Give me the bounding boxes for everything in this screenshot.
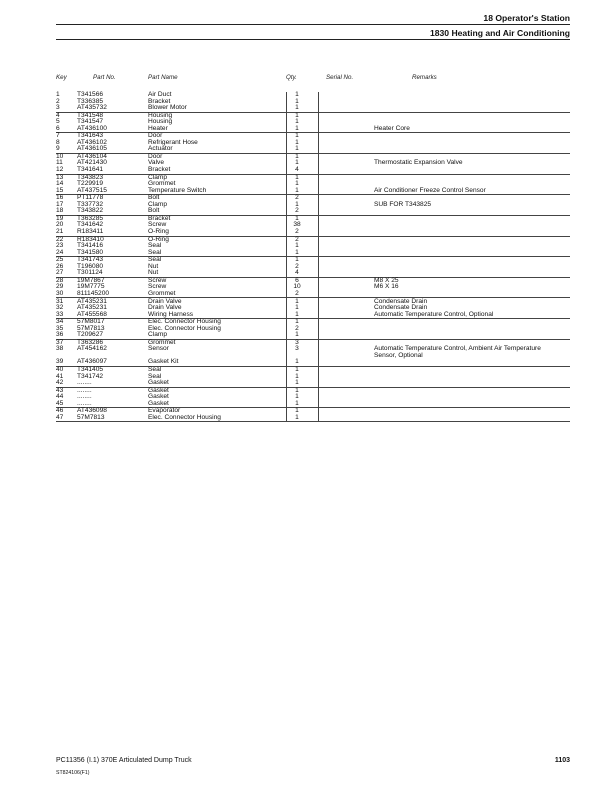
part-number-cell: T341548 — [77, 111, 104, 119]
part-name-cell: Gasket — [148, 393, 169, 401]
column-header-part-no: Part No. — [93, 74, 116, 81]
part-name-cell: Clamp — [148, 173, 168, 181]
part-name-cell: Heater — [148, 124, 168, 132]
key-cell: 5 — [56, 118, 60, 126]
part-number-cell: AT436104 — [77, 152, 107, 160]
part-name-cell: Door — [148, 132, 163, 140]
key-cell: 16 — [56, 194, 64, 202]
qty-cell: 1 — [295, 386, 299, 394]
key-cell: 32 — [56, 304, 64, 312]
part-number-cell: ........ — [77, 399, 92, 407]
qty-cell: 10 — [293, 283, 301, 291]
table-row — [56, 229, 570, 236]
part-name-cell: Seal — [148, 366, 162, 373]
part-number-cell: ........ — [77, 393, 92, 401]
remarks-cell: M6 X 16 — [374, 283, 399, 291]
part-number-cell: AT435732 — [77, 104, 107, 112]
header-divider — [56, 24, 570, 25]
part-number-cell: AT436098 — [77, 407, 107, 415]
part-number-cell: AT421430 — [77, 159, 107, 167]
column-header-part-name: Part Name — [148, 74, 178, 81]
qty-cell: 1 — [295, 124, 299, 132]
subsection-title: 1830 Heating and Air Conditioning — [429, 28, 570, 38]
table-row — [56, 146, 570, 153]
part-name-cell: Gasket — [148, 399, 169, 407]
part-name-cell: Door — [148, 152, 163, 160]
part-number-cell: AT436102 — [77, 138, 107, 146]
table-row-group — [56, 92, 570, 113]
column-header-remarks: Remarks — [412, 74, 437, 81]
part-name-cell: Bracket — [148, 166, 171, 174]
table-row-group — [56, 154, 570, 175]
qty-cell: 1 — [295, 331, 299, 339]
part-number-cell: T341641 — [77, 166, 104, 174]
qty-cell: 1 — [295, 248, 299, 256]
part-name-cell: Elec. Connector Housing — [148, 413, 221, 421]
part-name-cell: Air Duct — [148, 91, 172, 98]
key-cell: 44 — [56, 393, 64, 401]
part-name-cell: Gasket Kit — [148, 358, 179, 366]
part-number-cell: AT455568 — [77, 310, 107, 318]
key-cell: 43 — [56, 386, 64, 394]
key-cell: 10 — [56, 152, 64, 160]
part-name-cell: Nut — [148, 269, 159, 277]
part-name-cell: Elec. Connector Housing — [148, 324, 221, 332]
part-name-cell: Seal — [148, 242, 162, 250]
qty-cell: 2 — [295, 324, 299, 332]
part-number-cell: ........ — [77, 386, 92, 394]
part-number-cell: T341580 — [77, 248, 104, 256]
key-cell: 40 — [56, 366, 64, 373]
key-cell: 22 — [56, 235, 64, 243]
key-cell: 31 — [56, 297, 64, 305]
qty-cell: 1 — [295, 318, 299, 326]
key-cell: 24 — [56, 248, 64, 256]
part-number-cell: T343822 — [77, 207, 104, 215]
table-row-group — [56, 340, 570, 367]
footer-code: ST824106(F1) — [56, 770, 90, 776]
qty-cell: 2 — [295, 289, 299, 297]
table-row — [56, 250, 570, 257]
part-name-cell: Seal — [148, 248, 162, 256]
part-name-cell: Grommet — [148, 289, 176, 297]
key-cell: 12 — [56, 166, 64, 174]
qty-cell: 6 — [295, 276, 299, 284]
part-number-cell: T341643 — [77, 132, 104, 140]
qty-cell: 2 — [295, 207, 299, 215]
part-number-cell: T363286 — [77, 338, 104, 346]
qty-cell: 1 — [295, 304, 299, 312]
part-name-cell: Screw — [148, 276, 167, 284]
table-row — [56, 208, 570, 215]
key-cell: 25 — [56, 256, 64, 264]
remarks-cell: Automatic Temperature Control, Optional — [374, 310, 494, 318]
table-row-group — [56, 408, 570, 422]
remarks-cell: SUB FOR T343825 — [374, 200, 432, 208]
table-row — [56, 332, 570, 339]
part-number-cell: T209627 — [77, 331, 104, 339]
key-cell: 26 — [56, 262, 64, 270]
key-cell: 17 — [56, 200, 64, 208]
part-name-cell: Housing — [148, 118, 173, 126]
table-row-group — [56, 367, 570, 388]
qty-cell: 38 — [293, 221, 301, 229]
part-name-cell: Clamp — [148, 331, 168, 339]
part-number-cell: R183410 — [77, 235, 104, 243]
footer-catalog: PC11356 (I.1) 370E Articulated Dump Truck — [56, 757, 192, 764]
column-header-serial-no: Serial No. — [326, 74, 354, 81]
part-number-cell: T341566 — [77, 91, 104, 98]
key-cell: 29 — [56, 283, 64, 291]
remarks-cell: Sensor, Optional — [374, 351, 423, 359]
key-cell: 7 — [56, 132, 60, 140]
part-name-cell: Grommet — [148, 180, 176, 188]
qty-cell: 1 — [295, 413, 299, 421]
part-number-cell: R183411 — [77, 227, 104, 235]
part-name-cell: Gasket — [148, 386, 169, 394]
part-name-cell: Refrigerant Hose — [148, 138, 198, 146]
table-row-group — [56, 257, 570, 278]
key-cell: 23 — [56, 242, 64, 250]
qty-cell: 1 — [295, 97, 299, 105]
qty-cell: 1 — [295, 256, 299, 264]
part-name-cell: Bracket — [148, 97, 171, 105]
part-number-cell: 57M8017 — [77, 318, 105, 326]
qty-cell: 2 — [295, 235, 299, 243]
key-cell: 3 — [56, 104, 60, 112]
qty-cell: 1 — [295, 399, 299, 407]
qty-cell: 1 — [295, 379, 299, 387]
header-divider — [56, 39, 570, 40]
table-row — [56, 415, 570, 422]
part-name-cell: Nut — [148, 262, 159, 270]
part-name-cell: Seal — [148, 256, 162, 264]
column-header-key: Key — [56, 74, 67, 81]
part-number-cell: 57M7813 — [77, 324, 105, 332]
qty-cell: 4 — [295, 269, 299, 277]
part-number-cell: T343823 — [77, 173, 104, 181]
part-number-cell: T341416 — [77, 242, 104, 250]
table-row — [56, 188, 570, 195]
part-name-cell: Wiring Harness — [148, 310, 194, 318]
part-name-cell: Screw — [148, 283, 167, 291]
key-cell: 6 — [56, 124, 60, 132]
qty-cell: 1 — [295, 104, 299, 112]
qty-cell: 1 — [295, 200, 299, 208]
qty-cell: 1 — [295, 186, 299, 194]
key-cell: 4 — [56, 111, 60, 119]
qty-cell: 1 — [295, 214, 299, 222]
key-cell: 37 — [56, 338, 64, 346]
part-name-cell: Temperature Switch — [148, 186, 207, 194]
section-title: 18 Operator's Station — [483, 13, 570, 23]
page-number: 1103 — [554, 757, 570, 764]
key-cell: 38 — [56, 345, 64, 353]
table-row-group — [56, 175, 570, 196]
part-number-cell: AT454162 — [77, 345, 107, 353]
part-number-cell: T301124 — [77, 269, 103, 277]
part-number-cell: T341743 — [77, 256, 104, 264]
qty-cell: 4 — [295, 166, 299, 174]
part-number-cell: PT11778 — [77, 194, 104, 202]
key-cell: 46 — [56, 407, 64, 415]
qty-cell: 1 — [295, 91, 299, 98]
qty-cell: 1 — [295, 366, 299, 373]
key-cell: 42 — [56, 379, 64, 387]
table-row — [56, 167, 570, 174]
part-name-cell: Evaporator — [148, 407, 181, 415]
part-name-cell: Elec. Connector Housing — [148, 318, 221, 326]
qty-cell: 1 — [295, 242, 299, 250]
part-name-cell: Bolt — [148, 194, 160, 202]
table-row — [56, 105, 570, 112]
remarks-cell: Thermostatic Expansion Valve — [374, 159, 463, 167]
part-name-cell: Clamp — [148, 200, 168, 208]
part-number-cell: AT436097 — [77, 358, 107, 366]
qty-cell: 2 — [295, 194, 299, 202]
qty-cell: 1 — [295, 118, 299, 126]
key-cell: 39 — [56, 358, 64, 366]
table-row — [56, 380, 570, 387]
qty-cell: 1 — [295, 407, 299, 415]
part-number-cell: T336385 — [77, 97, 104, 105]
qty-cell: 1 — [295, 152, 299, 160]
part-name-cell: Blower Motor — [148, 104, 187, 112]
table-row-group — [56, 319, 570, 340]
key-cell: 45 — [56, 399, 64, 407]
key-cell: 14 — [56, 180, 64, 188]
part-number-cell: T337732 — [77, 200, 104, 208]
part-number-cell: T196080 — [77, 262, 104, 270]
part-number-cell: ........ — [77, 379, 92, 387]
qty-cell: 1 — [295, 297, 299, 305]
qty-cell: 1 — [295, 159, 299, 167]
table-row-group — [56, 113, 570, 134]
qty-cell: 1 — [295, 393, 299, 401]
part-name-cell: Bolt — [148, 207, 160, 215]
qty-cell: 1 — [295, 358, 299, 366]
key-cell: 15 — [56, 186, 64, 194]
table-row — [56, 359, 570, 366]
remarks-cell: Heater Core — [374, 124, 410, 132]
key-cell: 27 — [56, 269, 64, 277]
key-cell: 41 — [56, 372, 64, 380]
part-name-cell: Gasket — [148, 379, 169, 387]
part-name-cell: Sensor — [148, 345, 169, 353]
part-number-cell: AT435231 — [77, 304, 107, 312]
part-number-cell: T341642 — [77, 221, 104, 229]
table-row — [56, 291, 570, 298]
part-number-cell: 811145200 — [77, 289, 110, 297]
qty-cell: 1 — [295, 145, 299, 153]
table-row-group — [56, 299, 570, 320]
part-name-cell: Drain Valve — [148, 304, 182, 312]
part-number-cell: T341405 — [77, 366, 104, 373]
part-number-cell: AT435231 — [77, 297, 107, 305]
qty-cell: 1 — [295, 180, 299, 188]
qty-cell: 2 — [295, 262, 299, 270]
table-row — [56, 312, 570, 319]
table-row-group — [56, 237, 570, 258]
key-cell: 11 — [56, 159, 63, 167]
column-divider — [286, 92, 287, 422]
key-cell: 19 — [56, 214, 64, 222]
qty-cell: 1 — [295, 310, 299, 318]
part-name-cell: Drain Valve — [148, 297, 182, 305]
column-divider — [318, 92, 319, 422]
table-row — [56, 401, 570, 408]
part-number-cell: 19M7867 — [77, 276, 105, 284]
part-name-cell: O-Ring — [148, 235, 169, 243]
qty-cell: 1 — [295, 138, 299, 146]
table-row-group — [56, 216, 570, 237]
table-row-group — [56, 388, 570, 409]
part-number-cell: 57M7813 — [77, 413, 105, 421]
part-name-cell: Screw — [148, 221, 167, 229]
table-row-group — [56, 195, 570, 216]
part-number-cell: 19M7775 — [77, 283, 105, 291]
part-name-cell: Bracket — [148, 214, 171, 222]
remarks-cell: Air Conditioner Freeze Control Sensor — [374, 186, 486, 194]
part-number-cell: AT437515 — [77, 186, 107, 194]
remarks-cell: Automatic Temperature Control, Ambient Air Temperature — [374, 345, 541, 353]
remarks-cell: Condensate Drain — [374, 297, 428, 305]
key-cell: 8 — [56, 138, 60, 146]
part-name-cell: Grommet — [148, 338, 176, 346]
qty-cell: 1 — [295, 173, 299, 181]
qty-cell: 3 — [295, 345, 299, 353]
remarks-cell: Condensate Drain — [374, 304, 428, 312]
part-number-cell: T341742 — [77, 372, 104, 380]
table-row — [56, 126, 570, 133]
key-cell: 33 — [56, 310, 64, 318]
key-cell: 34 — [56, 318, 64, 326]
key-cell: 13 — [56, 173, 64, 181]
key-cell: 28 — [56, 276, 64, 284]
key-cell: 35 — [56, 324, 64, 332]
table-row-group — [56, 278, 570, 299]
qty-cell: 1 — [295, 111, 299, 119]
part-name-cell: Housing — [148, 111, 173, 119]
part-name-cell: Valve — [148, 159, 165, 167]
key-cell: 47 — [56, 413, 64, 421]
key-cell: 18 — [56, 207, 64, 215]
part-number-cell: T363285 — [77, 214, 104, 222]
key-cell: 9 — [56, 145, 60, 153]
key-cell: 30 — [56, 289, 64, 297]
part-number-cell: T229919 — [77, 180, 104, 188]
part-name-cell: Actuator — [148, 145, 173, 153]
key-cell: 1 — [56, 91, 60, 98]
qty-cell: 1 — [295, 132, 299, 140]
key-cell: 20 — [56, 221, 64, 229]
part-name-cell: Seal — [148, 372, 162, 380]
part-number-cell: AT436100 — [77, 124, 107, 132]
part-number-cell: AT436105 — [77, 145, 107, 153]
table-row-group — [56, 133, 570, 154]
qty-cell: 3 — [295, 338, 299, 346]
key-cell: 36 — [56, 331, 64, 339]
remarks-cell: M8 X 25 — [374, 276, 399, 284]
qty-cell: 2 — [295, 227, 299, 235]
table-row — [56, 270, 570, 277]
key-cell: 21 — [56, 227, 64, 235]
key-cell: 2 — [56, 97, 60, 105]
column-header-qty: Qty. — [286, 74, 297, 81]
qty-cell: 1 — [295, 372, 299, 380]
part-name-cell: O-Ring — [148, 227, 169, 235]
part-number-cell: T341547 — [77, 118, 104, 126]
